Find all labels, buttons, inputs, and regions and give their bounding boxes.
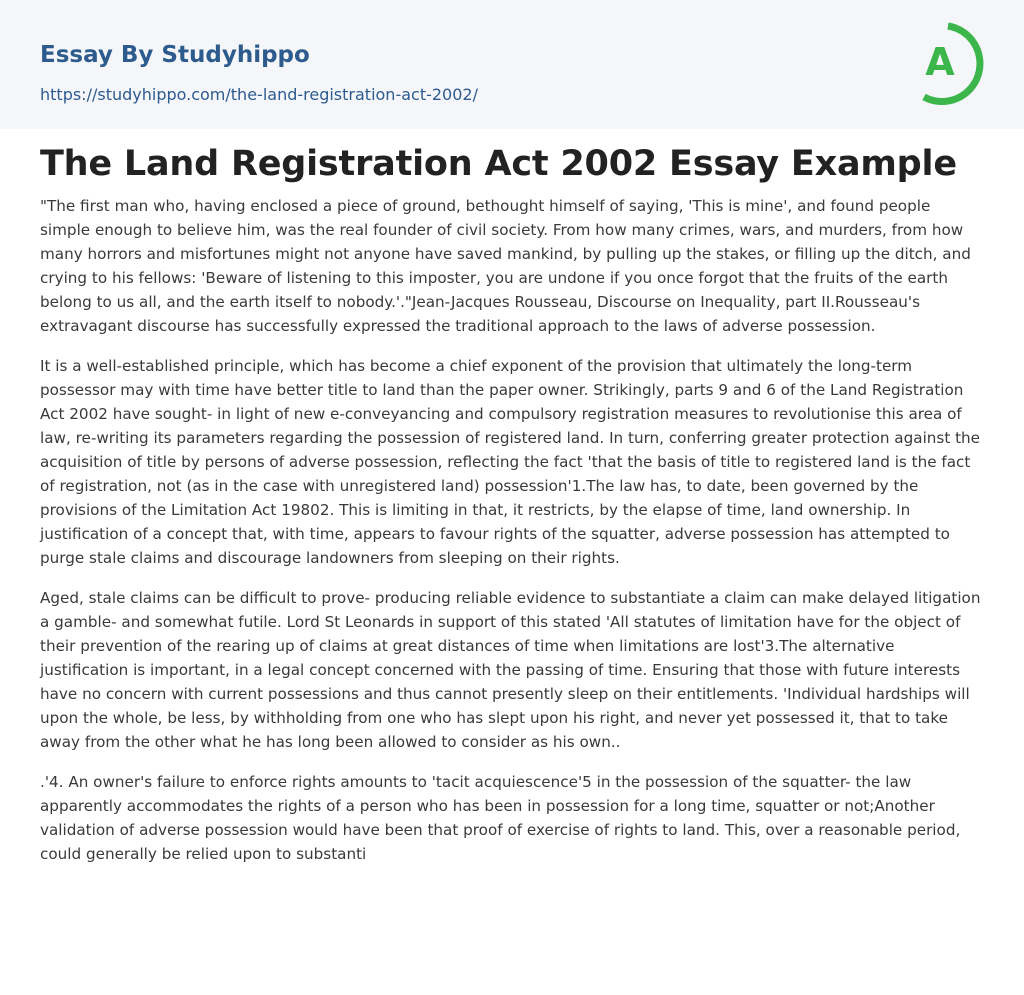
essay-paragraph: .'4. An owner's failure to enforce rights amounts to 'tacit acquiescence'5 in the possession of the squatter- the law apparently accommodates the rights of a person who has been in possession for a long time, squatter or not;Another validation of adverse possession would have been that proof of exercise of rights to land. This, over a reasonable period, could generally be relied upon to substanti	[40, 773, 961, 863]
essay-body	[40, 194, 985, 882]
essay-paragraph: Aged, stale claims can be difficult to prove- producing reliable evidence to substantiate a claim can make delayed litigation a gamble- and somewhat futile. Lord St Leonards in support of this stated 'All statutes of limitation have for the object of their prevention of the rearing up of claims at great distances of time when limitations are lost'3.The alternative justification is important, in a legal concept concerned with the passing of time. Ensuring that those with future interests have no concern with current possessions and thus cannot presently sleep on their entitlements. 'Individual hardships will upon the whole, be less, by withholding from one who has slept upon his right, and never yet possessed it, that to take away from the other what he has long been allowed to consider as his own..	[40, 589, 981, 751]
site-header	[0, 0, 1024, 129]
site-brand[interactable]: Essay By Studyhippo	[40, 42, 310, 68]
page-title: The Land Registration Act 2002 Essay Example	[40, 144, 957, 184]
studyhippo-logo-icon[interactable]	[910, 18, 988, 106]
logo-letter: A	[925, 40, 955, 84]
essay-url-link[interactable]: https://studyhippo.com/the-land-registration-act-2002/	[40, 85, 478, 104]
essay-paragraph: It is a well-established principle, which has become a chief exponent of the provision that ultimately the long-term possessor may with time have better title to land than the paper owner. Strikingly, parts 9 and 6 of the Land Registration Act 2002 have sought- in light of new e-conveyancing and compulsory registration measures to revolutionise this area of law, re-writing its parameters regarding the possession of registered land. In turn, conferring greater protection against the acquisition of title by persons of adverse possession, reflecting the fact 'that the basis of title to registered land is the fact of registration, not (as in the case with unregistered land) possession'1.The law has, to date, been governed by the provisions of the Limitation Act 19802. This is limiting in that, it restricts, by the elapse of time, land ownership. In justification of a concept that, with time, appears to favour rights of the squatter, adverse possession has attempted to purge stale claims and discourage landowners from sleeping on their rights.	[40, 357, 981, 567]
essay-paragraph: "The first man who, having enclosed a piece of ground, bethought himself of saying, 'This is mine', and found people simple enough to believe him, was the real founder of civil society. From how many crimes, wars, and murders, from how many horrors and misfortunes might not anyone have saved mankind, by pulling up the stakes, or filling up the ditch, and crying to his fellows: 'Beware of listening to this imposter, you are undone if you once forgot that the fruits of the earth belong to us all, and the earth itself to nobody.'."Jean-Jacques Rousseau, Discourse on Inequality, part II.Rousseau's extravagant discourse has successfully expressed the traditional approach to the laws of adverse possession.	[40, 197, 971, 335]
